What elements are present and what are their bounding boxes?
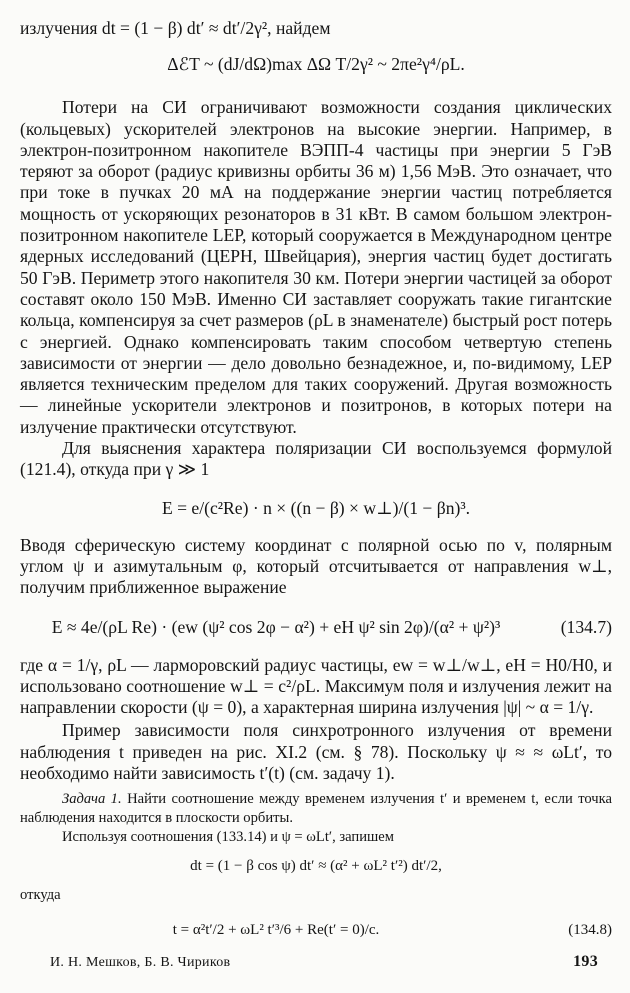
paragraph-synchrotron-losses: Потери на СИ ограничивают возможности создания циклических (кольцевых) ускорителей электронов на высокие энергии. Например, в электрон-позитронном накопителе ВЭПП-4 частицы при энергии 5 ГэВ теряют за оборот (радиус кривизны орбиты 36 м) 1,56 МэВ. Это означает, что при токе в пучках 20 мА на поддержание энергии частиц потребляется мощность от ускоряющих резонаторов в 31 кВт. В самом большом электрон-позитронном накопителе LEP, который сооружается в Международном центре ядерных исследований (ЦЕРН, Швейцария), энергия частиц будет достигать 50 ГэВ. Периметр этого накопителя 30 км. Потери энергии частицей за оборот составят около 150 МэВ. Именно СИ заставляет сооружать такие гигантские кольца, компенсируя за счет размеров (ρL в знаменателе) быстрый рост потерь с энергией. Однако компенсировать таким способом четвертую степень зависимости от энергии — дело довольно безнадежное, и, по-видимому, LEP является техническим пределом для таких сооружений. Другая возможность — линейные ускорители электронов и позитронов, в которых потери на излучение практически отсутствуют. (20, 97, 612, 437)
formula-dt-relation: dt = (1 − β cos ψ) dt′ ≈ (α² + ωL² t′²) dt′/2, (190, 858, 442, 875)
paragraph-time-dependence: Пример зависимости поля синхротронного излучения от времени наблюдения t приведен на рис. XI.2 (см. § 78). Поскольку ψ ≈ ≈ ωLt′, то необходимо найти зависимость t′(t) (см. задачу 1). (20, 720, 612, 784)
page-footer (50, 955, 598, 971)
whence-label: откуда (20, 887, 61, 904)
formula-134-8-body: t = α²t′/2 + ωL² t′³/6 + Re(t′ = 0)/c. (172, 922, 380, 939)
formula-134-7-body: E ≈ 4e/(ρL Re) · (ew (ψ² cos 2φ − α²) + eH ψ² sin 2φ)/(α² + ψ²)³ (51, 616, 501, 637)
equation-number-134-7: (134.7) (560, 616, 612, 637)
footer-authors: И. Н. Мешков, Б. В. Чириков (50, 955, 231, 970)
paragraph-polarization: Для выяснения характера поляризации СИ воспользуемся формулой (121.4), откуда при γ ≫ 1 (20, 438, 612, 480)
formula-field-approx (20, 599, 612, 655)
formula-field-general: E = e/(c²Re) · n × ((n − β) × w⊥)/(1 − βn)³. (161, 497, 471, 518)
formula-energy-loss: ΔℰT ~ (dJ/dΩ)max ΔΩ T/2γ² ~ 2πe²γ⁴/ρL. (167, 54, 465, 75)
page-number: 193 (573, 953, 598, 970)
page-content (20, 18, 612, 955)
formula-t-of-tprime (20, 905, 612, 955)
equation-number-134-8: (134.8) (568, 922, 612, 939)
paragraph-spherical-coords: Вводя сферическую систему координат с полярной осью по v, полярным углом ψ и азимутальным φ, который отсчитывается от направления w⊥, получим приближенное выражение (20, 534, 612, 598)
task-text: Найти соотношение между временем излучения t′ и временем t, если точка наблюдения находится в плоскости орбиты. (20, 791, 612, 827)
intro-line: излучения dt = (1 − β) dt′ ≈ dt′/2γ², найдем (20, 18, 331, 38)
task-title: Задача 1. (62, 791, 122, 808)
paragraph-definitions: где α = 1/γ, ρL — ларморовский радиус частицы, ew = w⊥/w⊥, eH = H0/H0, и использовано соотношение w⊥ = c²/ρL. Максимум поля и излучения лежит на направлении скорости (ψ = 0), а характерная ширина излучения |ψ| ~ α = 1/γ. (20, 654, 612, 718)
task-solution-intro: Используя соотношения (133.14) и ψ = ωLt′, запишем (62, 828, 394, 845)
task-statement (20, 790, 612, 827)
